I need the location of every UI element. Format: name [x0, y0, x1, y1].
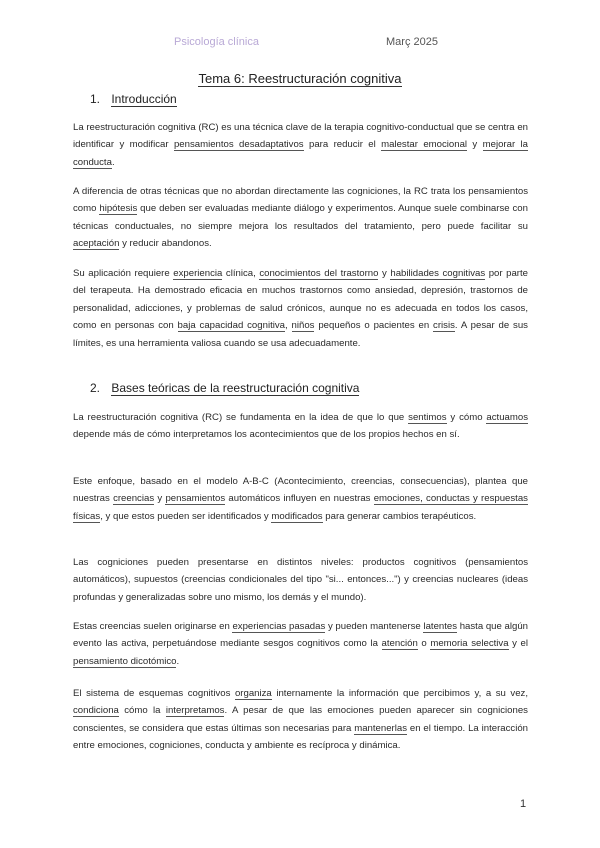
underlined-term: pensamientos desadaptativos — [173, 139, 304, 151]
section-heading-1 — [90, 92, 177, 106]
paragraph: Este enfoque, basado en el modelo A-B-C (Acontecimiento, creencias, consecuencias), plantea que nuestras creencias y pensamientos automáticos influyen en nuestras emociones, conductas y respuestas físicas, y que estos pueden ser identificados y modificados para generar cambios terapéuticos. — [73, 476, 528, 522]
section-number: 2. — [90, 381, 101, 395]
section-title: Introducción — [111, 92, 177, 106]
underlined-term: mantenerlas — [354, 722, 408, 734]
paragraph: Su aplicación requiere experiencia clínica, conocimientos del trastorno y habilidades cognitivas por parte del terapeuta. Ha demostrado eficacia en muchos trastornos como ansiedad, depresión, trastornos de personalidad, adicciones, y problemas de salud crónicos, aunque no es adecuada en todos los casos, como en personas con baja capacidad cognitiva, niños pequeños o pacientes en crisis. A pesar de sus límites, es una herramienta valiosa cuando se usa adecuadamente. — [73, 268, 528, 349]
underlined-term: interpretamos — [165, 705, 225, 717]
document-title-text: Tema 6: Reestructuración cognitiva — [198, 71, 402, 86]
underlined-term: emociones, conductas y respuestas físicas — [73, 493, 528, 522]
underlined-term: sentimos — [408, 412, 447, 423]
paragraph: Estas creencias suelen originarse en experiencias pasadas y pueden mantenerse latentes hasta que algún evento las activa, perpetuándose mediante sesgos cognitivos como la atención o memoria selectiva y el pensamiento dicotómico. — [73, 621, 529, 667]
paragraph: El sistema de esquemas cognitivos organiza internamente la información que percibimos y, a su vez, condiciona cómo la interpretamos. A pesar de que las emociones pueden aparecer sin cogniciones conscientes, se considera que estas últimas son necesarias para mantenerlas en el tiempo. La interacción entre emociones, cogniciones, conducta y ambiente es recíproca y dinámica. — [73, 688, 528, 752]
section-heading-2 — [90, 381, 359, 395]
underlined-term: pensamiento dicotómico — [73, 655, 177, 667]
underlined-term: actuamos — [486, 412, 528, 423]
section-number: 1. — [90, 92, 101, 106]
underlined-term: pensamientos — [165, 493, 226, 505]
underlined-term: niños — [291, 320, 315, 332]
underlined-term: aceptación — [73, 238, 120, 250]
paragraph: La reestructuración cognitiva (RC) se fundamenta en la idea de que lo que sentimos y cómo actuamos depende más de cómo interpretamos los acontecimientos que de los propios hechos en sí. — [73, 412, 528, 441]
underlined-term: experiencia — [173, 268, 223, 279]
underlined-term: creencias — [113, 493, 155, 505]
underlined-term: mejorar la conducta — [73, 139, 528, 168]
underlined-term: memoria selectiva — [430, 638, 509, 650]
document-title — [0, 71, 600, 86]
underlined-term: latentes — [423, 621, 458, 632]
paragraph: A diferencia de otras técnicas que no abordan directamente las cogniciones, la RC trata los pensamientos como hipótesis que deben ser evaluadas mediante diálogo y experimentos. Aunque suele combinarse con técnicas conductuales, no siempre mejora los resultados del tratamiento, pero puede facilitar su aceptación y reducir abandonos. — [73, 186, 528, 250]
underlined-term: conocimientos del trastorno — [259, 268, 379, 279]
section-title: Bases teóricas de la reestructuración cognitiva — [111, 381, 360, 395]
paragraph: La reestructuración cognitiva (RC) es una técnica clave de la terapia cognitivo-conductual que se centra en identificar y modificar pensamientos desadaptativos para reducir el malestar emocional y mejorar la conducta. — [73, 122, 528, 168]
underlined-term: malestar emocional — [381, 139, 468, 151]
underlined-term: condiciona — [73, 705, 119, 717]
underlined-term: crisis — [433, 320, 455, 332]
paragraph: Las cogniciones pueden presentarse en distintos niveles: productos cognitivos (pensamientos automáticos), supuestos (creencias condicionales del tipo "si... entonces...") y creencias nucleares (ideas profundas y generalizadas sobre uno mismo, los demás y el mundo). — [73, 557, 528, 603]
underlined-term: experiencias pasadas — [232, 621, 326, 632]
underlined-term: modificados — [271, 510, 323, 522]
underlined-term: habilidades cognitivas — [390, 268, 486, 279]
underlined-term: atención — [381, 638, 418, 650]
underlined-term: baja capacidad cognitiva — [177, 320, 286, 332]
header-date: Març 2025 — [386, 36, 438, 48]
header-subject: Psicología clínica — [174, 36, 259, 48]
page-number: 1 — [520, 798, 527, 810]
underlined-term: organiza — [234, 688, 272, 699]
underlined-term: hipótesis — [99, 203, 138, 215]
